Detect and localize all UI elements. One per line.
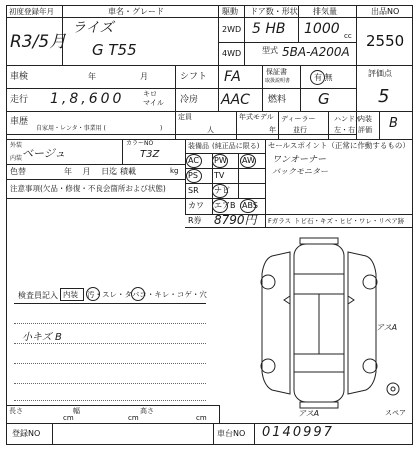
height-label: 高さ [140,407,154,415]
inspector-label: 検査員記入 [18,291,58,300]
reg-no-divider [52,423,53,445]
inspection-year-label: 年 [88,72,96,81]
capacity-label: 定員 [178,113,192,121]
fuel-value: G [318,90,330,108]
equipment-label: 装備品 [188,142,209,150]
seats-label: 積載 [120,167,136,176]
equip-pw-circle [212,154,228,168]
car-name-value: ライズ [72,20,114,36]
warranty-label: 保証書 [266,68,287,76]
equip-col-2 [238,153,239,198]
row-col-e [236,111,237,139]
width-cm: cm [128,414,139,422]
chassis-divider [254,423,255,445]
glass-label: Fガラス [268,217,292,225]
drive-2wd: 2WD [222,25,242,34]
inspector-dotted-3 [14,363,206,364]
glass-bottom-line [185,227,413,228]
shift-value: FA [224,69,241,85]
history-close: ) [160,125,163,132]
caution-top-line [6,198,185,199]
shift-label: シフト [180,72,208,82]
first-reg-value: R3/5月 [10,32,67,52]
sales-point-line-1: ワンオーナー [272,155,327,165]
row-line-2 [6,111,413,112]
lot-label: 出品NO [371,7,400,16]
equip-abs: ABS [242,201,258,210]
chassis-value: 0140997 [262,425,334,440]
drive-4wd: 4WD [222,49,242,58]
km-label: キロ [143,90,157,98]
interior-sub: 評価 [358,126,372,134]
inspector-dotted-4 [14,383,206,384]
equip-pw: PW [214,156,227,165]
row-line-3 [6,134,356,135]
interior-color-label: 内装 [10,155,23,162]
equip-sr: SR [188,186,199,195]
inspector-note: 小キズ B [22,332,62,343]
equip-aw: AW [242,156,255,165]
footer-top-line [6,423,413,424]
flag-tobacco-circle [131,287,145,301]
length-cm: cm [63,414,74,422]
dimension-right-line [219,405,220,423]
grade-value: G T55 [92,41,137,59]
year-unit: 年 [269,126,276,134]
header-col-2 [218,5,219,65]
row-line-4 [6,139,413,140]
width-label: 幅 [73,407,80,415]
first-reg-label: 初度登録年月 [9,7,54,16]
row-col-g [328,111,329,139]
dealer-sub: 並行 [293,126,307,134]
caution-label: 注意事項(欠品・修復・不良会箇所および状態) [10,184,166,193]
row-line-1 [6,88,356,89]
recycle-value: 8790円 [214,213,257,227]
annual-label: 年式モデル [239,113,274,121]
color-col-3 [122,139,123,164]
diagram-mark-bottom: アスA [298,409,320,418]
person-unit: 人 [207,126,214,134]
inspector-dotted-5 [14,400,206,401]
equip-ps-circle [186,169,202,183]
handle-sub: 左・右 [334,126,355,134]
equip-airbag: エアB [214,201,236,210]
length-label: 長さ [9,407,23,415]
kg-unit: kg [170,167,179,175]
equip-navi-circle [212,184,228,198]
inspection-label: 車検 [10,72,29,82]
drive-label: 駆動 [222,7,238,16]
mileage-value: 1,8,600 [50,91,125,107]
lot-value: 2550 [366,32,405,50]
interior-label: 内装 [358,115,372,123]
dimension-top-line [6,405,219,406]
displacement-value: 1000 [304,21,340,37]
drive-divider [218,42,356,43]
rating-value: 5 [378,86,390,107]
equip-aw-circle [240,154,256,168]
sales-point-line-2: バックモニター [272,167,328,176]
row-col-a [218,65,219,111]
displacement-label: 排気量 [313,7,337,16]
row-col-c [300,65,301,111]
inspector-dotted-1 [14,323,206,324]
exterior-value: ベージュ [22,147,66,160]
lot-divider [356,17,413,18]
glass-text: トビ石・キズ・ヒビ・ワレ・リペア跡 [294,217,405,225]
recycle-label: R券 [188,216,202,225]
diagram-mark-right: アスA [376,323,398,332]
color-line-2 [6,179,185,180]
row-col-h [379,111,380,139]
cc-unit: cc [344,32,352,40]
equip-tv: TV [214,171,225,180]
header-divider [6,17,356,18]
spare-label: スペア [385,409,406,417]
header-bottom-line [6,65,413,66]
sales-point-label: セールスポイント（正常に作動するもの） [268,141,410,150]
chassis-left-divider [213,423,214,445]
header-col-5 [356,5,357,65]
interior-value: B [389,116,398,131]
equip-line-3 [185,183,265,184]
ac-value: AAC [221,92,250,108]
color-no-label: カラーNO [126,140,154,147]
equip-airbag-circle [212,199,228,213]
handle-label: ハンドル [334,115,362,123]
inspector-interior-label: 内装 [63,290,78,299]
equip-navi: ナビ [214,186,230,195]
model-label: 型式 [262,46,278,55]
inspector-interior-flags: 汚・スレ・タバコ・キレ・コゲ・穴 [87,290,207,299]
ac-label: 冷房 [180,95,199,105]
mile-label: マイル [143,99,164,107]
change-label: 色替 [10,167,26,176]
warranty-value: 有 無 [314,73,333,82]
equip-abs-circle [240,199,256,213]
equip-ac: AC [188,156,199,165]
equip-leather: カワ [188,201,204,210]
exterior-label: 外装 [10,142,23,149]
height-cm: cm [196,414,207,422]
row-col-b [262,65,263,111]
model-value: 5BA-A200A [282,45,350,59]
mileage-label: 走行 [10,95,29,105]
change-date: 年 月 日迄 [64,167,118,176]
inspector-line-0 [14,303,206,304]
row-col-mid [175,65,176,139]
glass-col [265,214,266,227]
car-name-label: 車名・グレード [108,7,164,16]
flag-dirt-circle [86,287,100,301]
warranty-circle [310,70,325,85]
chassis-label: 車台NO [217,429,246,438]
reg-no-label: 登録NO [12,429,41,438]
door-value: 5 HB [252,21,286,37]
row-col-f [278,111,279,139]
equip-ps: PS [188,171,198,180]
header-col-3 [244,5,245,65]
color-col-2 [265,139,266,214]
inspection-month-label: 月 [140,72,148,81]
header-col-4 [298,5,299,42]
equip-line-4 [185,198,265,199]
color-no-value: T3Z [140,149,160,160]
row-col-d [356,65,357,139]
history-label: 車歴 [10,117,29,127]
warranty-sub: 取扱説明書 [265,78,291,84]
rating-label: 評価点 [368,69,392,78]
history-options: 自家用・レンタ・事業用 ( [36,125,106,132]
fuel-label: 燃料 [268,95,287,105]
color-line-1 [6,164,185,165]
equip-ac-circle [186,154,202,168]
dealer-label: ディーラー [281,115,316,123]
equipment-note: (純正品に限る) [212,142,260,150]
door-label: ドア数・形状 [250,7,298,16]
inspector-dotted-2 [14,343,206,344]
